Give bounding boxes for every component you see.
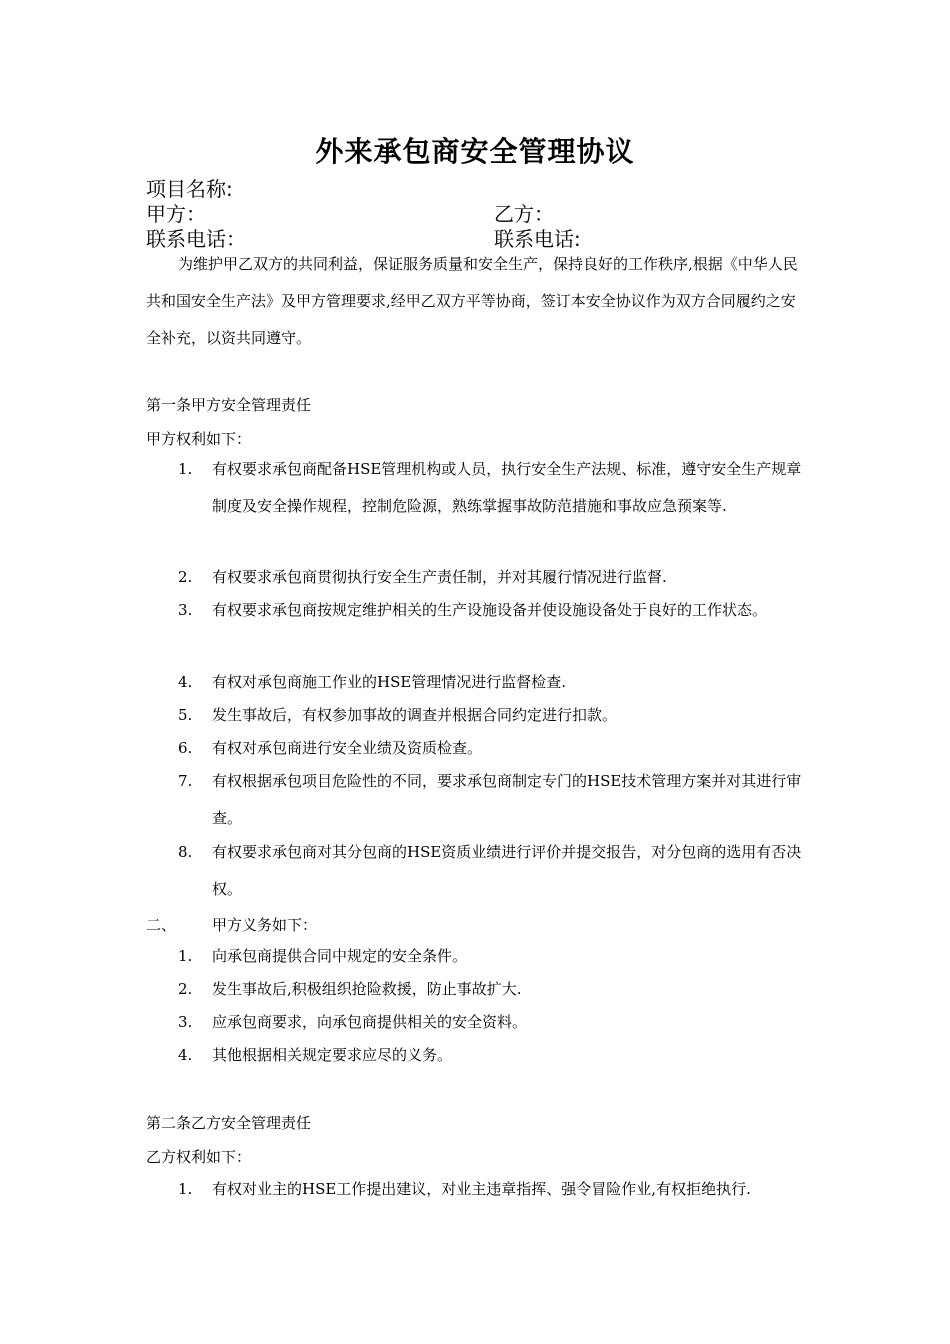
party-a-rights-heading: 甲方权利如下： (146, 430, 252, 448)
party-a-duties-heading: 甲方义务如下： (212, 916, 318, 934)
list-item-number: 2. (178, 568, 193, 586)
document-title: 外来承包商安全管理协议 (315, 135, 635, 168)
list-item-text: 发生事故后，有权参加事故的调查并根据合同约定进行扣款。 (212, 706, 618, 724)
list-item-text: 有权要求承包商贯彻执行安全生产责任制，并对其履行情况进行监督. (212, 568, 667, 586)
list-item-text: 向承包商提供合同中规定的安全条件。 (212, 947, 468, 965)
list-item-number: 1. (178, 460, 193, 478)
list-item-number: 1. (178, 947, 193, 965)
section-number: 二、 (146, 916, 177, 934)
list-item-number: 4. (178, 673, 193, 691)
list-item-number: 6. (178, 739, 193, 757)
list-item-number: 8. (178, 843, 193, 861)
party-a-label: 甲方： (146, 202, 206, 226)
list-item-number: 7. (178, 772, 193, 790)
list-item-number: 4. (178, 1046, 193, 1064)
list-item-text: 有权对业主的HSE工作提出建议，对业主违章指挥、强令冒险作业,有权拒绝执行. (212, 1180, 751, 1198)
list-item-text: 有权要求承包商对其分包商的HSE资质业绩进行评价并提交报告，对分包商的选用有否决权。 (212, 843, 802, 898)
list-item-number: 3. (178, 1013, 193, 1031)
list-item-text: 有权对承包商施工作业的HSE管理情况进行监督检查. (212, 673, 567, 691)
list-item-text: 有权根据承包项目危险性的不同，要求承包商制定专门的HSE技术管理方案并对其进行审查。 (212, 772, 802, 827)
list-item-text: 有权要求承包商配备HSE管理机构或人员，执行安全生产法规、标准，遵守安全生产规章制度及安全操作规程，控制危险源，熟练掌握事故防范措施和事故应急预案等. (212, 460, 802, 515)
party-b-label: 乙方： (494, 202, 554, 226)
phone-a-label: 联系电话： (146, 227, 246, 251)
list-item-text: 其他根据相关规定要求应尽的义务。 (212, 1046, 453, 1064)
project-name-label: 项目名称: (146, 177, 233, 201)
list-item-number: 3. (178, 601, 193, 619)
list-item-text: 有权对承包商进行安全业绩及资质检查。 (212, 739, 483, 757)
list-item-number: 2. (178, 980, 193, 998)
phone-b-label: 联系电话: (494, 227, 581, 251)
article-1-heading: 第一条甲方安全管理责任 (146, 396, 312, 414)
list-item-number: 1. (178, 1180, 193, 1198)
list-item-text: 发生事故后,积极组织抢险救援，防止事故扩大. (212, 980, 522, 998)
list-item-text: 应承包商要求，向承包商提供相关的安全资料。 (212, 1013, 528, 1031)
list-item-number: 5. (178, 706, 193, 724)
list-item-text: 有权要求承包商按规定维护相关的生产设施设备并使设施设备处于良好的工作状态。 (212, 601, 768, 619)
article-2-heading: 第二条乙方安全管理责任 (146, 1114, 312, 1132)
intro-paragraph: 为维护甲乙双方的共同利益，保证服务质量和安全生产，保持良好的工作秩序,根据《中华人民共和国安全生产法》及甲方管理要求,经甲乙双方平等协商，签订本安全协议作为双方合同履约之安全补充，以资共同遵守。 (146, 255, 798, 347)
party-b-rights-heading: 乙方权利如下： (146, 1148, 252, 1166)
